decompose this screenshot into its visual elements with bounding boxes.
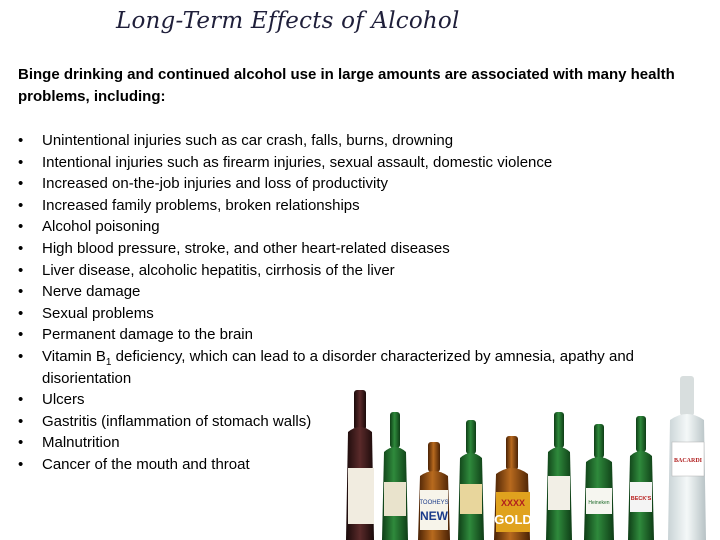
wine-bottle xyxy=(346,390,374,540)
list-item-text: Ulcers xyxy=(42,391,85,409)
bullet-icon: • xyxy=(18,347,24,365)
new-label: NEW xyxy=(420,509,448,523)
tooheys-label: TOOHEYS xyxy=(419,500,449,506)
bullet-icon: • xyxy=(18,455,24,473)
list-item-text: Cancer of the mouth and throat xyxy=(42,455,250,473)
bullet-icon: • xyxy=(18,175,24,193)
list-item-text: Increased family problems, broken relationships xyxy=(42,196,360,214)
green-bottle xyxy=(546,412,572,540)
slide-title: Long-Term Effects of Alcohol xyxy=(116,8,460,34)
list-item-text: Nerve damage xyxy=(42,283,141,301)
bullet-icon: • xyxy=(18,261,24,279)
becks-bottle xyxy=(628,416,654,540)
bullet-icon: • xyxy=(18,283,24,301)
list-item xyxy=(18,281,708,303)
list-item xyxy=(18,195,708,217)
list-item xyxy=(18,303,708,325)
bullet-icon: • xyxy=(18,132,24,149)
bullet-icon: • xyxy=(18,326,24,344)
list-item xyxy=(18,238,708,260)
tooheys-new-bottle xyxy=(418,442,450,540)
list-item-text: High blood pressure, stroke, and other heart-related diseases xyxy=(42,239,450,257)
list-item-text: Alcohol poisoning xyxy=(42,218,160,236)
intro-text: Binge drinking and continued alcohol use in large amounts are associated with many health problems, including: xyxy=(18,66,675,105)
bacardi-label: BACARDI xyxy=(673,458,703,464)
list-item-text: Gastritis (inflammation of stomach walls) xyxy=(42,412,312,430)
list-item xyxy=(18,260,708,282)
list-item-text: Liver disease, alcoholic hepatitis, cirrhosis of the liver xyxy=(42,261,395,279)
green-bottle xyxy=(382,412,408,540)
gold-label: GOLD xyxy=(494,512,532,527)
vitamin-text-before: Vitamin B xyxy=(42,347,106,365)
list-item-text: Unintentional injuries such as car crash, falls, burns, drowning xyxy=(42,132,454,149)
list-item-text: Malnutrition xyxy=(42,434,120,452)
bullet-icon: • xyxy=(18,434,24,452)
bacardi-bottle xyxy=(668,376,706,540)
list-item xyxy=(18,324,708,346)
bullet-icon: • xyxy=(18,153,24,171)
bullet-icon: • xyxy=(18,391,24,409)
list-item xyxy=(18,152,708,174)
bullet-icon: • xyxy=(18,412,24,430)
list-item-text: Permanent damage to the brain xyxy=(42,326,253,344)
becks-label: BECK'S xyxy=(630,496,652,502)
alcohol-bottles-image xyxy=(340,372,720,540)
bullet-icon: • xyxy=(18,196,24,214)
list-item-text: Intentional injuries such as firearm injuries, sexual assault, domestic violence xyxy=(42,153,553,171)
list-item xyxy=(18,216,708,238)
list-item-text: Sexual problems xyxy=(42,304,154,322)
list-item-text: Increased on-the-job injuries and loss of productivity xyxy=(42,175,389,193)
list-item xyxy=(18,130,708,152)
heineken-bottle xyxy=(584,424,614,540)
bullet-icon: • xyxy=(18,304,24,322)
xxxx-gold-bottle xyxy=(494,436,532,540)
heineken-label: Heineken xyxy=(588,500,610,506)
vitamin-text-after: deficiency, which can lead to a disorder characterized by amnesia, apathy and disorientation xyxy=(42,347,635,387)
bullet-icon: • xyxy=(18,218,24,236)
green-bottle xyxy=(458,420,484,540)
xxxx-label: XXXX xyxy=(500,498,526,508)
list-item xyxy=(18,173,708,195)
bullet-icon: • xyxy=(18,239,24,257)
vitamin-subscript: 1 xyxy=(105,356,112,368)
